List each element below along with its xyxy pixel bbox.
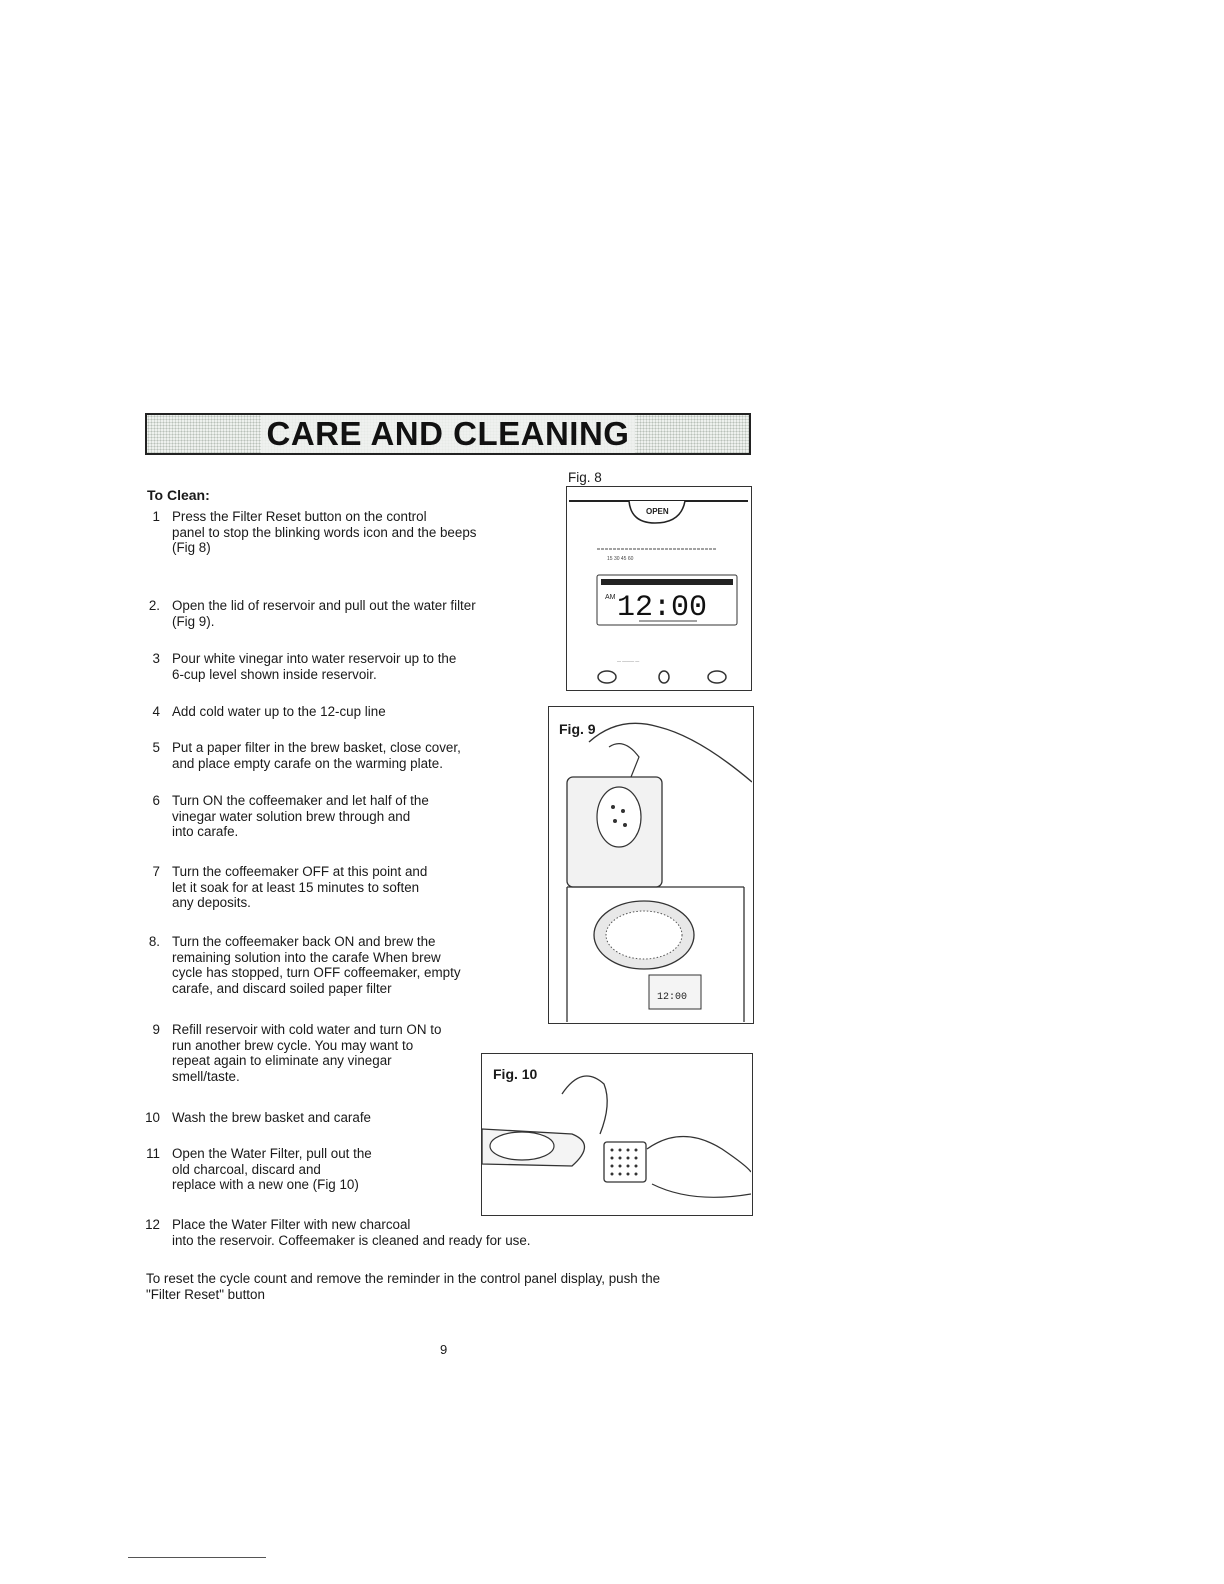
fig8-label: Fig. 8 [568,470,602,485]
fig10-label: Fig. 10 [493,1066,538,1082]
reset-note: To reset the cycle count and remove the reminder in the control panel display, push the "Filter Reset" button [146,1271,661,1302]
right-hand-icon [647,1137,751,1173]
step-number: 1 [152,509,160,524]
section-banner [145,413,751,455]
step-text: Refill reservoir with cold water and turn ON to run another brew cycle. You may want to repeat again to eliminate any vinegar smell/taste. [172,1022,442,1084]
filter-reset-button-icon [659,671,669,683]
fig10-water-filter [481,1053,753,1216]
arm-outline [589,723,752,782]
step-text: Wash the brew basket and carafe [172,1110,371,1125]
step-text: Put a paper filter in the brew basket, close cover, and place empty carafe on the warming plate. [172,740,461,771]
step-number: 7 [152,864,160,879]
minute-button-icon [708,671,726,683]
charcoal-cartridge-icon [604,1142,646,1182]
subsection-heading: To Clean: [147,487,210,503]
fig9-open-reservoir [548,706,754,1024]
step-number: 10 [145,1110,160,1125]
step-text: Place the Water Filter with new charcoal into the reservoir. Coffeemaker is cleaned and ready for use. [172,1217,531,1248]
step-number: 5 [152,740,160,755]
step-text: Turn the coffeemaker OFF at this point and let it soak for at least 15 minutes to soften any deposits. [172,864,428,910]
step-number: 4 [152,704,160,719]
slots-marks: 15 30 45 60 [607,556,634,562]
section-title: CARE AND CLEANING [261,415,636,453]
control-panel-illustration [567,487,750,689]
step-text: Open the lid of reservoir and pull out the water filter (Fig 9). [172,598,476,629]
step-number: 11 [146,1146,160,1161]
step-number: 6 [152,793,160,808]
step-text: Add cold water up to the 12-cup line [172,704,386,719]
step-number: 2. [148,598,160,613]
step-text: Pour white vinegar into water reservoir up to the 6-cup level shown inside reservoir. [172,651,457,682]
step-number: 9 [152,1022,160,1037]
reservoir-illustration [549,707,752,1022]
hand-icon [609,744,639,777]
step-text: Open the Water Filter, pull out the old charcoal, discard and replace with a new one (Fig 10) [172,1146,372,1192]
open-button-label: OPEN [646,507,669,516]
step-text: Press the Filter Reset button on the control panel to stop the blinking words icon and the beeps (Fig 8) [172,509,477,555]
lcd-ampm: AM [605,594,616,601]
hour-button-icon [598,671,616,683]
left-hand-icon [562,1076,607,1134]
step-number: 3 [152,651,160,666]
lcd-top-bar [601,579,733,585]
step-number: 8. [148,934,160,949]
step-number: 12 [145,1217,160,1232]
step-text: Turn the coffeemaker back ON and brew the remaining solution into the carafe When brew cycle has stopped, turn OFF coffeemaker, empty carafe, and discard soiled paper filter [172,934,461,996]
fig9-label: Fig. 9 [559,721,596,737]
water-filter-icon [597,787,641,847]
mini-display-time: 12:00 [657,992,688,1003]
fig8-control-panel [566,486,752,691]
button-captions: — ——— — [617,658,640,663]
footer-rule [128,1557,266,1558]
page-number: 9 [440,1342,448,1357]
step-text: Turn ON the coffeemaker and let half of the vinegar water solution brew through and into carafe. [172,793,429,839]
lcd-time: 12:00 [617,591,708,625]
